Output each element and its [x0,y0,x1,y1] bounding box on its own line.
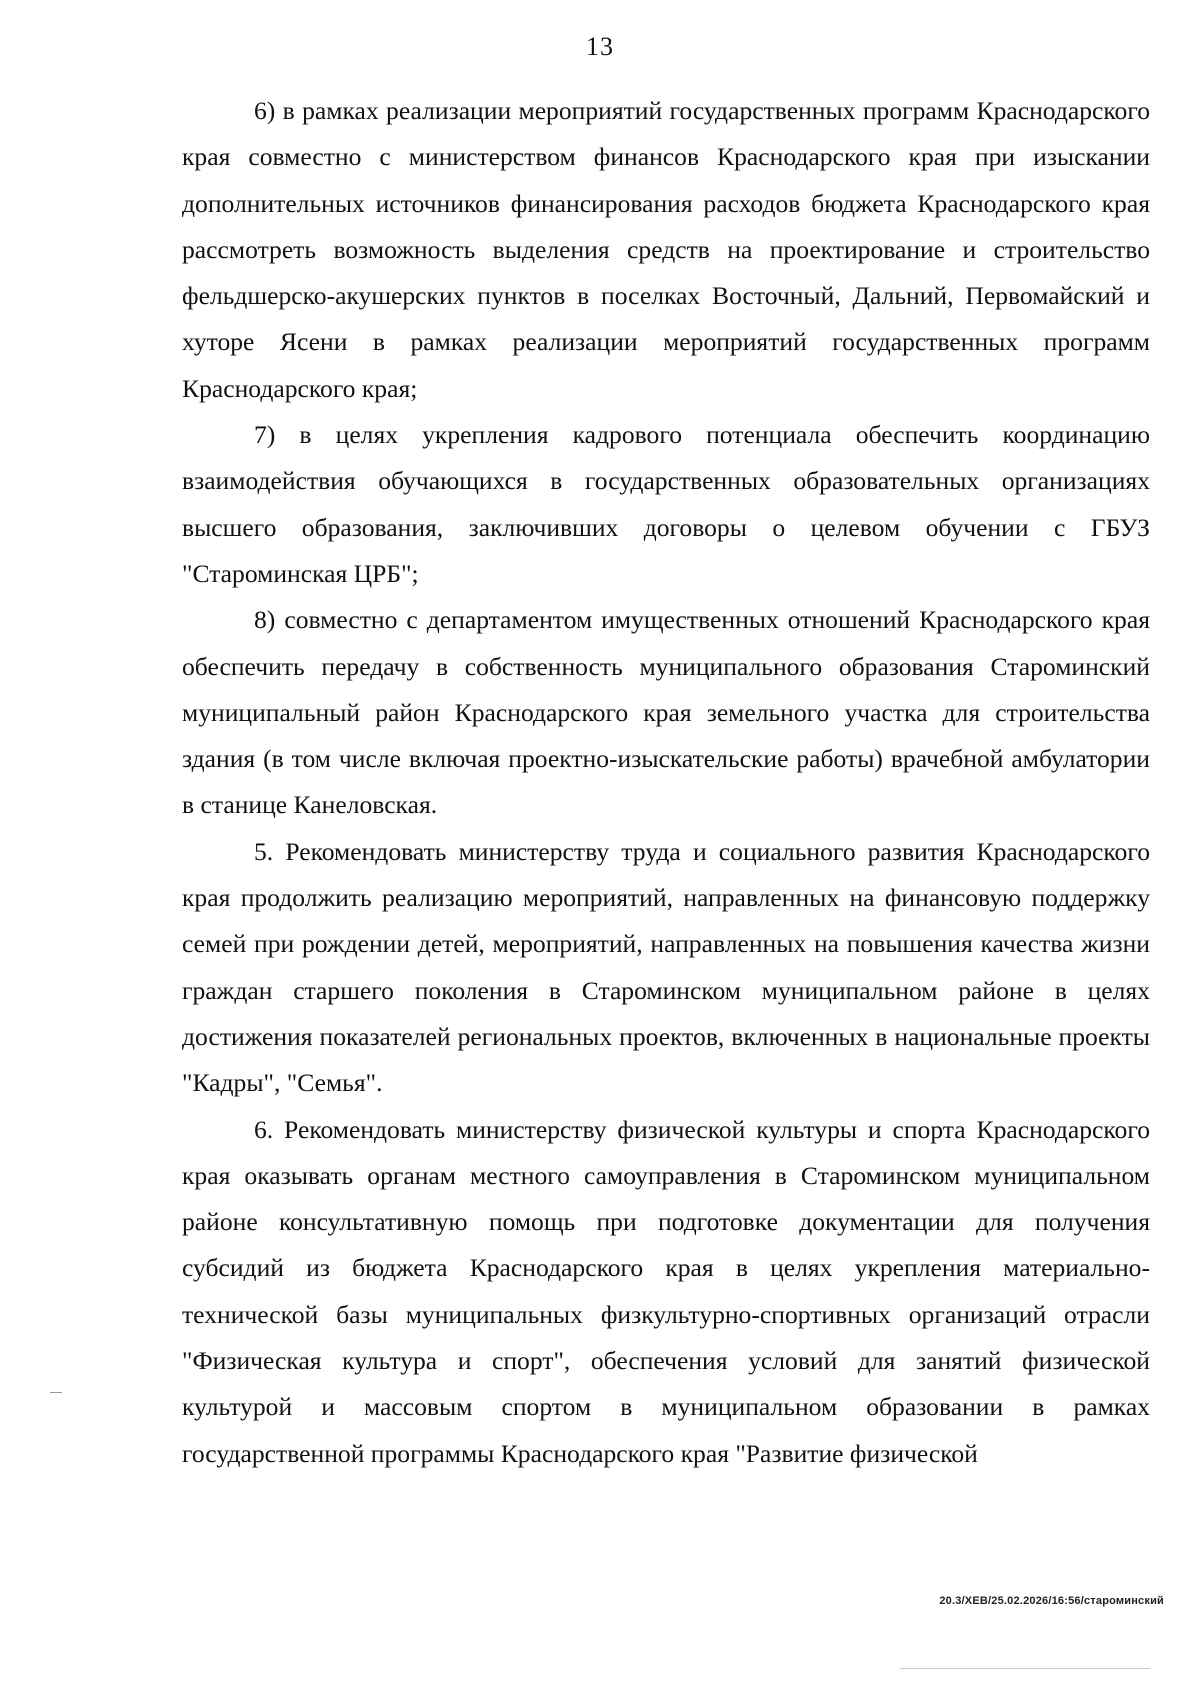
paragraph-item-8: 8) совместно с департаментом имущественных отношений Краснодарского края обеспечить передачу в собственность муниципального образования Староминский муниципальный район Краснодарского края земельного участка для строительства здания (в том числе включая проектно-изыскательские работы) врачебной амбулатории в станице Канеловская. [182,605,1150,820]
paragraph-item-6: 6) в рамках реализации мероприятий государственных программ Краснодарского края совместно с министерством финансов Краснодарского края при изыскании дополнительных источников финансирования расходов бюджета Краснодарского края рассмотреть возможность выделения средств на проектирование и строительство фельдшерско-акушерских пунктов в поселках Восточный, Дальний, Первомайский и хуторе Ясени в рамках реализации мероприятий государственных программ Краснодарского края; [182,96,1150,403]
paragraph-item-7: 7) в целях укрепления кадрового потенциала обеспечить координацию взаимодействия обучающихся в государственных образовательных организациях высшего образования, заключивших договоры о целевом обучении с ГБУЗ "Староминская ЦРБ"; [182,420,1150,588]
page-number: 13 [586,32,614,61]
scan-mark-bottom [900,1668,1150,1669]
paragraph-point-6: 6. Рекомендовать министерству физической культуры и спорта Краснодарского края оказывать органам местного самоуправления в Староминском муниципальном районе консультативную помощь при подготовке документации для получения субсидий из бюджета Краснодарского края в целях укрепления материально-технической базы муниципальных физкультурно-спортивных организаций отрасли "Физическая культура и спорт", обеспечения условий для занятий физической культурой и массовым спортом в муниципальном образовании в рамках государственной программы Краснодарского края "Развитие физической [182,1114,1150,1468]
paragraph-point-5: 5. Рекомендовать министерству труда и социального развития Краснодарского края продолжить реализацию мероприятий, направленных на финансовую поддержку семей при рождении детей, мероприятий, направленных на повышения качества жизни граждан старшего поколения в Староминском муниципальном районе в целях достижения показателей региональных проектов, включенных в национальные проекты "Кадры", "Семья". [182,836,1150,1098]
document-body [182,88,1150,1477]
document-registration-code: 20.3/ХЕВ/25.02.2026/16:56/староминский [939,1595,1164,1607]
scan-mark-left [50,1392,62,1393]
